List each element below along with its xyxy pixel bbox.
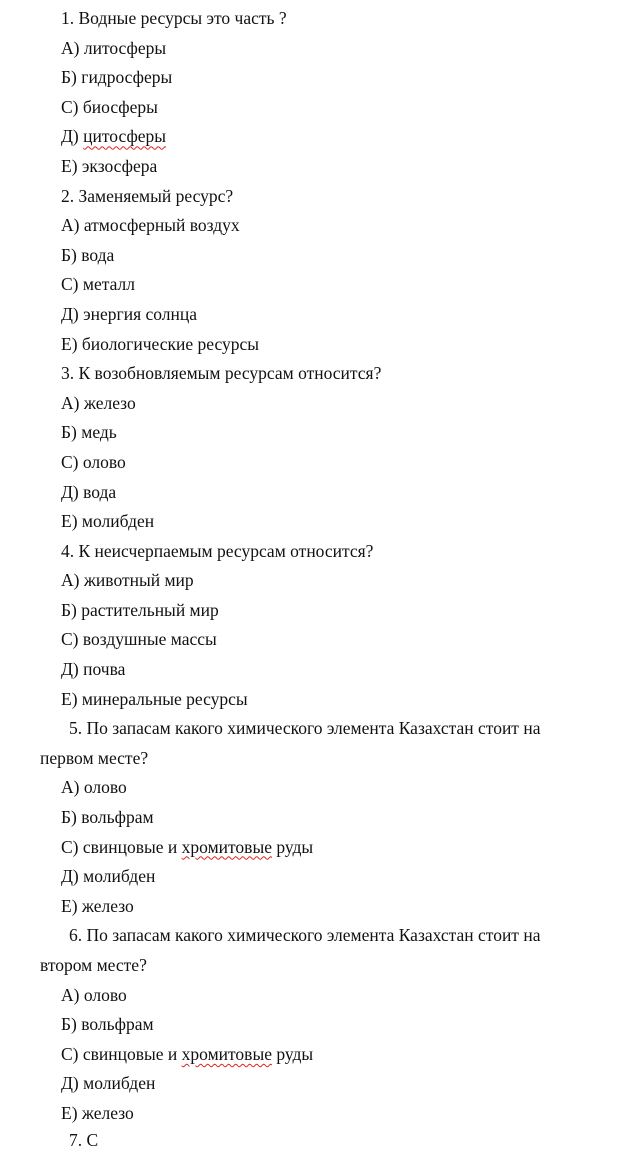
q1-option-c: С) биосферы — [61, 96, 158, 117]
q6-option-b: Б) вольфрам — [61, 1014, 154, 1035]
q3-option-c: С) олово — [61, 451, 126, 472]
q4-option-b: Б) растительный мир — [61, 599, 219, 620]
q2-option-e: Е) биологические ресурсы — [61, 333, 260, 354]
question-1: 1. Водные ресурсы это часть ? — [61, 8, 287, 28]
q6-option-e: Е) железо — [61, 1102, 134, 1123]
q5-option-e: Е) железо — [61, 895, 134, 916]
spellcheck-underline: цитосферы — [83, 126, 167, 147]
q1-option-d: Д) цитосферы — [61, 126, 167, 147]
document-page — [0, 4, 617, 1129]
q4-option-d: Д) почва — [61, 659, 126, 680]
q3-option-e: Е) молибден — [61, 511, 155, 532]
q1-option-b: Б) гидросферы — [61, 67, 173, 88]
q1-option-e: Е) экзосфера — [61, 155, 158, 176]
cutoff-line-container — [0, 1126, 617, 1156]
q4-option-e: Е) минеральные ресурсы — [61, 688, 248, 709]
q6-option-d: Д) молибден — [61, 1073, 156, 1094]
question-4: 4. К неисчерпаемым ресурсам относится? — [61, 540, 374, 561]
q2-option-d: Д) энергия солнца — [61, 303, 198, 324]
q2-option-a: А) атмосферный воздух — [61, 215, 240, 236]
q5-option-d: Д) молибден — [61, 866, 156, 887]
question-5: 5. По запасам какого химического элемента Казахстан стоит на — [69, 718, 541, 739]
question-5-continued: первом месте? — [40, 747, 149, 768]
q5-option-a: А) олово — [61, 777, 127, 798]
q3-option-a: А) железо — [61, 392, 136, 413]
question-3: 3. К возобновляемым ресурсам относится? — [61, 363, 382, 384]
q1-option-a: А) литосферы — [61, 37, 167, 58]
q3-option-d: Д) вода — [61, 481, 117, 502]
q2-option-b: Б) вода — [61, 244, 115, 265]
spellcheck-underline: хромитовые — [181, 1043, 272, 1064]
question-2: 2. Заменяемый ресурс? — [61, 185, 234, 206]
q4-option-c: С) воздушные массы — [61, 629, 217, 650]
q5-option-b: Б) вольфрам — [61, 807, 154, 828]
q6-option-c: С) свинцовые и хромитовые руды — [61, 1043, 314, 1064]
question-7-cutoff: 7. С — [69, 1130, 99, 1150]
question-6-continued: втором месте? — [40, 955, 147, 975]
q2-option-c: С) металл — [61, 274, 135, 295]
q5-option-c: С) свинцовые и хромитовые руды — [61, 836, 314, 857]
q3-option-b: Б) медь — [61, 422, 117, 443]
q4-option-a: А) животный мир — [61, 570, 194, 591]
question-6: 6. По запасам какого химического элемента Казахстан стоит на — [69, 925, 541, 946]
spellcheck-underline: хромитовые — [181, 836, 272, 857]
q6-option-a: А) олово — [61, 984, 127, 1005]
